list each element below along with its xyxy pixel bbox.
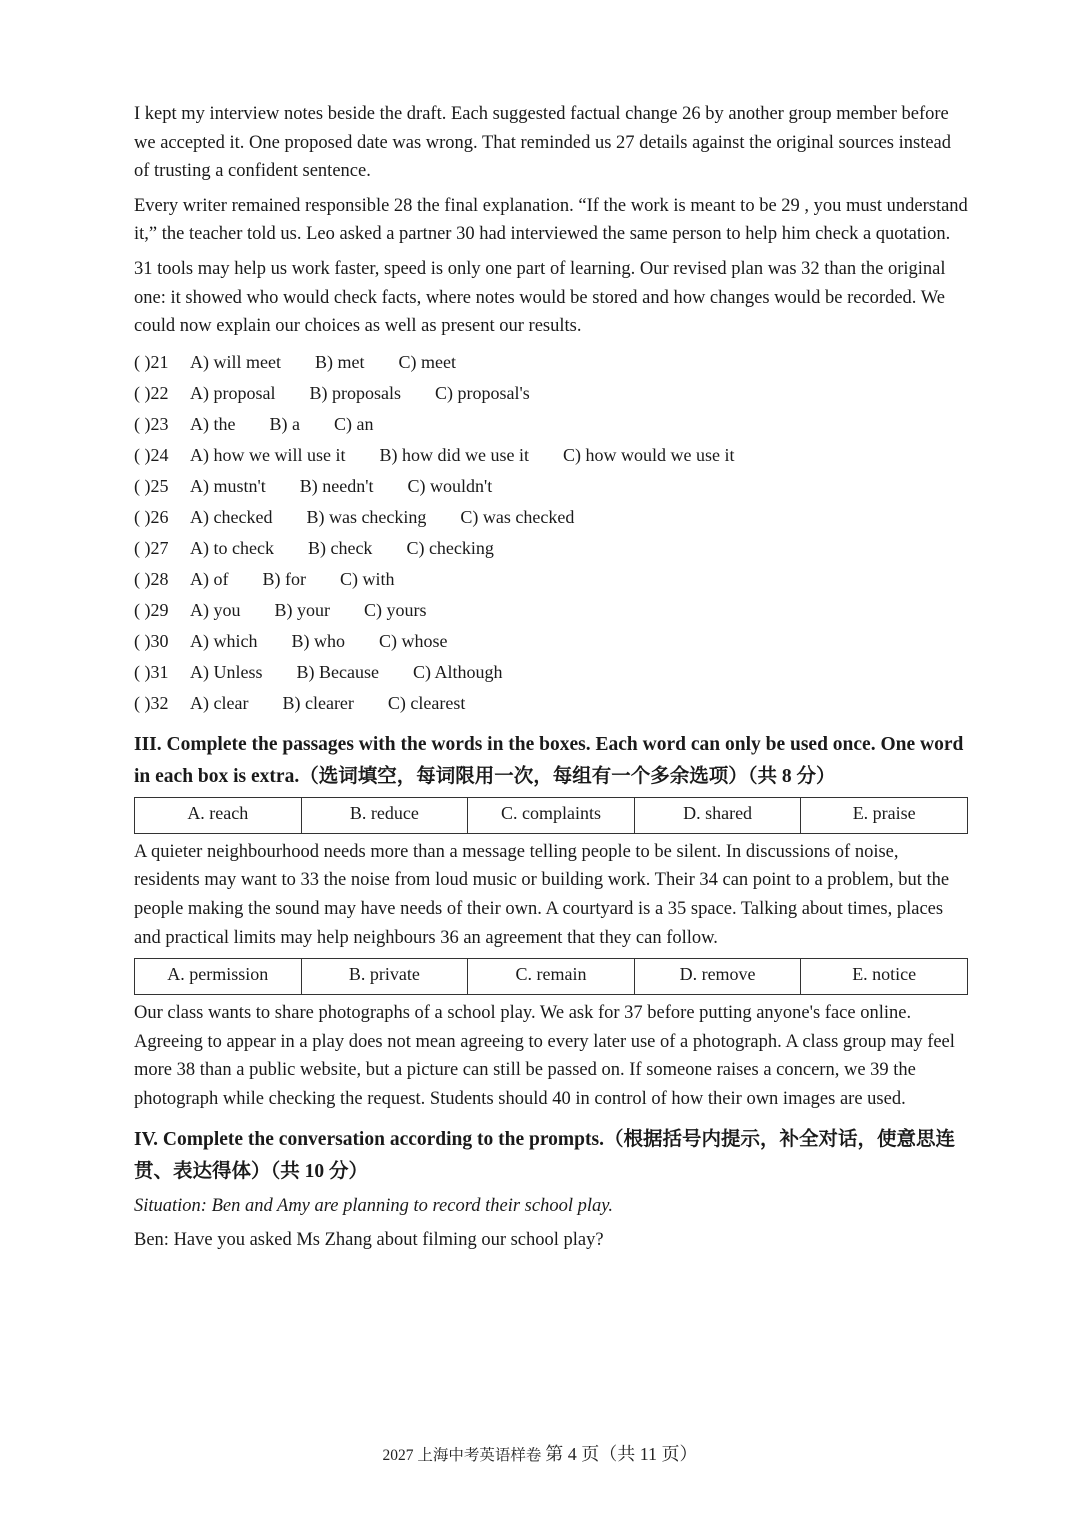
question-23 (134, 409, 968, 440)
option-b: B) clearer (282, 692, 354, 713)
option-a: A) will meet (190, 351, 281, 372)
option-c: C) clearest (387, 692, 466, 713)
word-box-passage-1: A quieter neighbourhood needs more than a message telling people to be silent. In discussions of noise, residents may want to 33 the noise from loud music or building work. Their 34 can point to a problem, but the people making the sound may have needs of their own. A courtyard is a 35 space. Talking about times, places and practical limits may help neighbours 36 an agreement that they can follow. (134, 841, 950, 948)
word-box-cell: D. shared (634, 797, 801, 833)
passage-paragraph-2: Every writer remained responsible 28 the final explanation. “If the work is meant to be 29 , you must understand it,” the teacher told us. Leo asked a partner 30 had interviewed the same person to help him check a quotation. (134, 195, 968, 245)
question-25 (134, 471, 968, 502)
word-box-cell: C. complaints (468, 797, 635, 833)
option-b: B) Because (296, 661, 379, 682)
option-b: B) check (307, 537, 373, 558)
conversation-line-1: Ben: Have you asked Ms Zhang about filming our school play? (134, 1230, 604, 1251)
option-a: A) mustn't (190, 475, 266, 496)
question-30 (134, 626, 968, 657)
question-21 (134, 347, 968, 378)
option-c: C) Although (412, 661, 503, 682)
option-a: A) you (190, 599, 241, 620)
footer-page-number: 第 4 页（共 11 页） (545, 1444, 698, 1464)
option-b: B) who (291, 630, 345, 651)
question-26 (134, 502, 968, 533)
section-4-heading: IV. Complete the conversation according to the prompts.（根据括号内提示，补全对话，使意思连贯、表达得体）（共 10 分） (134, 1128, 955, 1182)
option-c: C) checking (406, 537, 494, 558)
question-24 (134, 440, 968, 471)
word-box-1 (134, 797, 968, 834)
passage-paragraph-1: I kept my interview notes beside the draft. Each suggested factual change 26 by another group member before we accepted it. One proposed date was wrong. That reminded us 27 details against the original sources instead of trusting a confident sentence. (134, 104, 952, 182)
question-22 (134, 378, 968, 409)
word-box-cell: C. remain (468, 959, 635, 995)
question-number: ( )27 (134, 537, 169, 558)
option-b: B) needn't (299, 475, 374, 496)
question-number: ( )22 (134, 382, 169, 403)
exam-page-content (134, 100, 968, 1261)
option-c: C) yours (364, 599, 427, 620)
word-box-cell: B. private (301, 959, 468, 995)
situation-text: Situation: Ben and Amy are planning to record their school play. (134, 1195, 614, 1216)
question-27 (134, 533, 968, 564)
option-c: C) whose (378, 630, 448, 651)
word-box-2 (134, 958, 968, 995)
option-a: A) how we will use it (190, 444, 346, 465)
option-c: C) an (333, 413, 374, 434)
section-3-heading: III. Complete the passages with the words in the boxes. Each word can only be used once. One word in each box is extra.（选词填空，每词限用一次，每组有一个多余选项）（共 8 分） (134, 733, 964, 787)
option-a: A) proposal (190, 382, 276, 403)
question-29 (134, 595, 968, 626)
word-box-cell: A. permission (135, 959, 302, 995)
question-number: ( )32 (134, 692, 169, 713)
question-number: ( )31 (134, 661, 169, 682)
option-b: B) a (269, 413, 300, 434)
option-b: B) proposals (309, 382, 401, 403)
word-box-cell: E. praise (801, 797, 968, 833)
option-a: A) to check (190, 537, 274, 558)
word-box-cell: E. notice (801, 959, 968, 995)
question-number: ( )28 (134, 568, 169, 589)
question-number: ( )24 (134, 444, 169, 465)
question-number: ( )23 (134, 413, 169, 434)
word-box-cell: B. reduce (301, 797, 468, 833)
multiple-choice-list (134, 347, 968, 719)
question-number: ( )30 (134, 630, 169, 651)
option-c: C) wouldn't (407, 475, 493, 496)
option-b: B) was checking (306, 506, 427, 527)
option-a: A) of (190, 568, 229, 589)
option-a: A) which (190, 630, 258, 651)
page-footer (0, 1440, 1080, 1466)
word-box-cell: A. reach (135, 797, 302, 833)
question-number: ( )26 (134, 506, 169, 527)
option-c: C) meet (398, 351, 456, 372)
option-c: C) was checked (460, 506, 575, 527)
option-a: A) Unless (190, 661, 263, 682)
option-b: B) your (274, 599, 330, 620)
word-box-cell: D. remove (634, 959, 801, 995)
option-a: A) checked (190, 506, 273, 527)
option-a: A) the (190, 413, 236, 434)
word-box-passage-2: Our class wants to share photographs of a school play. We ask for 37 before putting anyone's face online. Agreeing to appear in a play does not mean agreeing to every later use of a photograph. A class group may feel more 38 than a public website, but a picture can still be passed on. If someone raises a concern, we 39 the photograph while checking the request. Students should 40 in control of how their own images are used. (134, 1003, 955, 1109)
option-a: A) clear (190, 692, 249, 713)
footer-title: 2027 上海中考英语样卷 (382, 1447, 542, 1464)
option-c: C) how would we use it (562, 444, 735, 465)
option-b: B) for (262, 568, 306, 589)
question-number: ( )21 (134, 351, 169, 372)
question-31 (134, 657, 968, 688)
option-b: B) how did we use it (379, 444, 529, 465)
option-c: C) proposal's (434, 382, 530, 403)
option-b: B) met (314, 351, 365, 372)
question-number: ( )25 (134, 475, 169, 496)
question-32 (134, 688, 968, 719)
passage-paragraph-3: 31 tools may help us work faster, speed is only one part of learning. Our revised plan was 32 than the original one: it showed who would check facts, where notes would be stored and how changes would be recorded. We could now explain our choices as well as present our results. (134, 258, 946, 337)
option-c: C) with (340, 568, 395, 589)
question-number: ( )29 (134, 599, 169, 620)
question-28 (134, 564, 968, 595)
